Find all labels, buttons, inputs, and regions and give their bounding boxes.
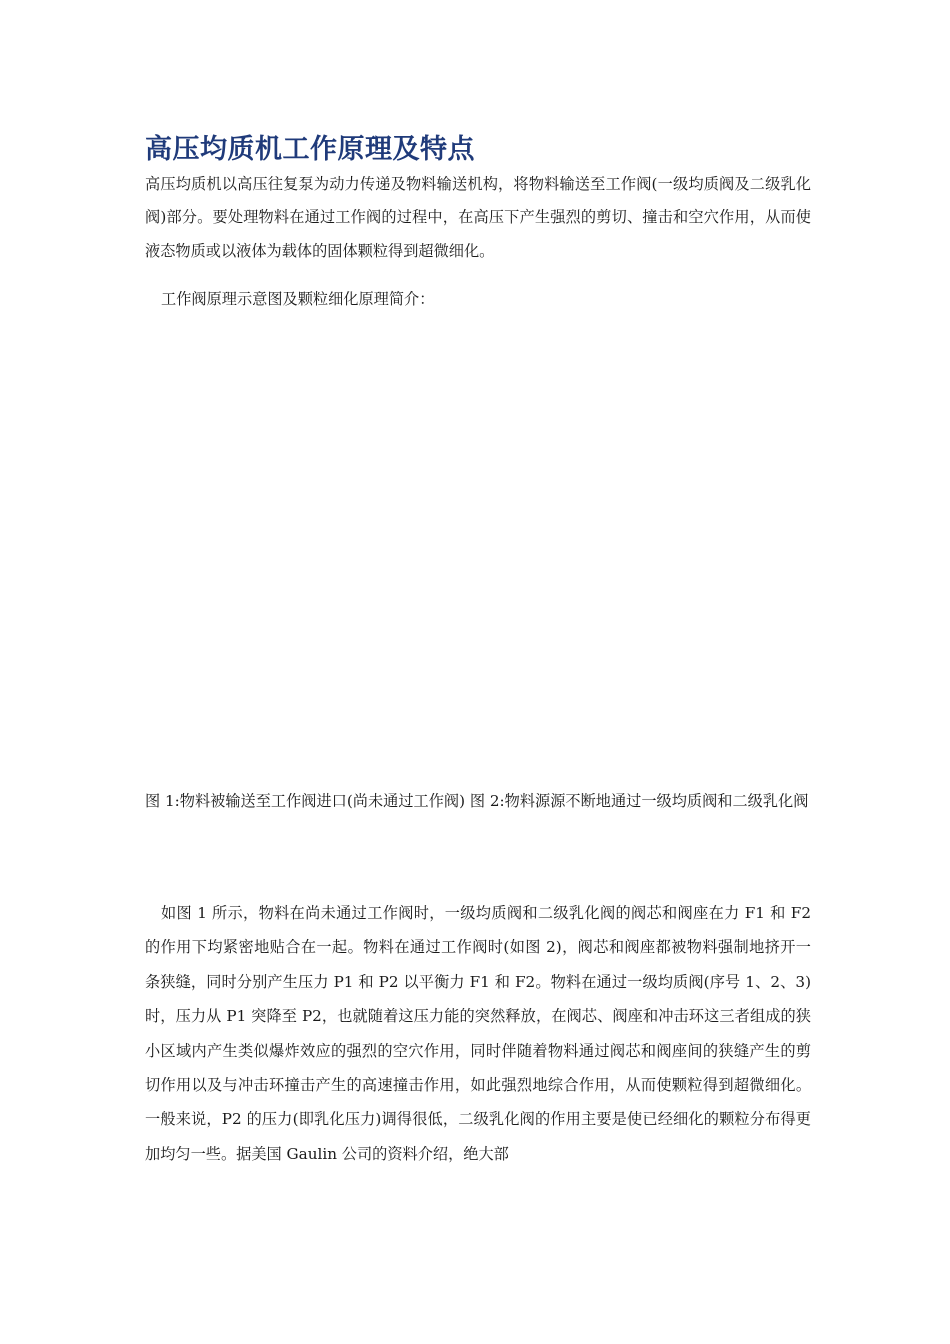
body-paragraph: 如图 1 所示，物料在尚未通过工作阀时，一级均质阀和二级乳化阀的阀芯和阀座在力 F1 和 F2 的作用下均紧密地贴合在一起。物料在通过工作阀时(如图 2)，阀芯和阀座都被物料强制地挤开一 条狭缝，同时分别产生压力 P1 和 P2 以平衡力 F1 和 F2。物料在通过一级均质阀(序号 1、2、3)时，压力从 P1 突降至 P2，也就随着这压力能的突然释放，在阀芯、阀座和冲击环这三者组成的狭小区域内产生类似爆炸效应的强烈的空穴作用，同时伴随着物料通过阀芯和阀座间的狭缝产生的剪切作用以及与冲击环撞击产生的高速撞击作用，如此强烈地综合作用，从而使颗粒得到超微细化。一般来说，P2 的压力(即乳化压力)调得很低，二级乳化阀的作用主要是使已经细化的颗粒分布得更加均匀一些。据美国 Gaulin 公司的资料介绍，绝大部	[145, 904, 827, 1163]
figure-placeholder	[145, 330, 811, 770]
document-title: 高压均质机工作原理及特点	[145, 134, 475, 165]
figure-caption: 图 1:物料被输送至工作阀进口(尚未通过工作阀) 图 2:物料源源不断地通过一级均质阀和二级乳化阀	[145, 792, 809, 810]
diagram-subheading: 工作阀原理示意图及颗粒细化原理简介：	[161, 290, 435, 308]
intro-paragraph: 高压均质机以高压往复泵为动力传递及物料输送机构，将物料输送至工作阀(一级均质阀及二级乳化阀)部分。要处理物料在通过工作阀的过程中，在高压下产生强烈的剪切、撞击和空穴作用，从而使液态物质或以液体为载体的固体颗粒得到超微细化。	[145, 175, 811, 260]
